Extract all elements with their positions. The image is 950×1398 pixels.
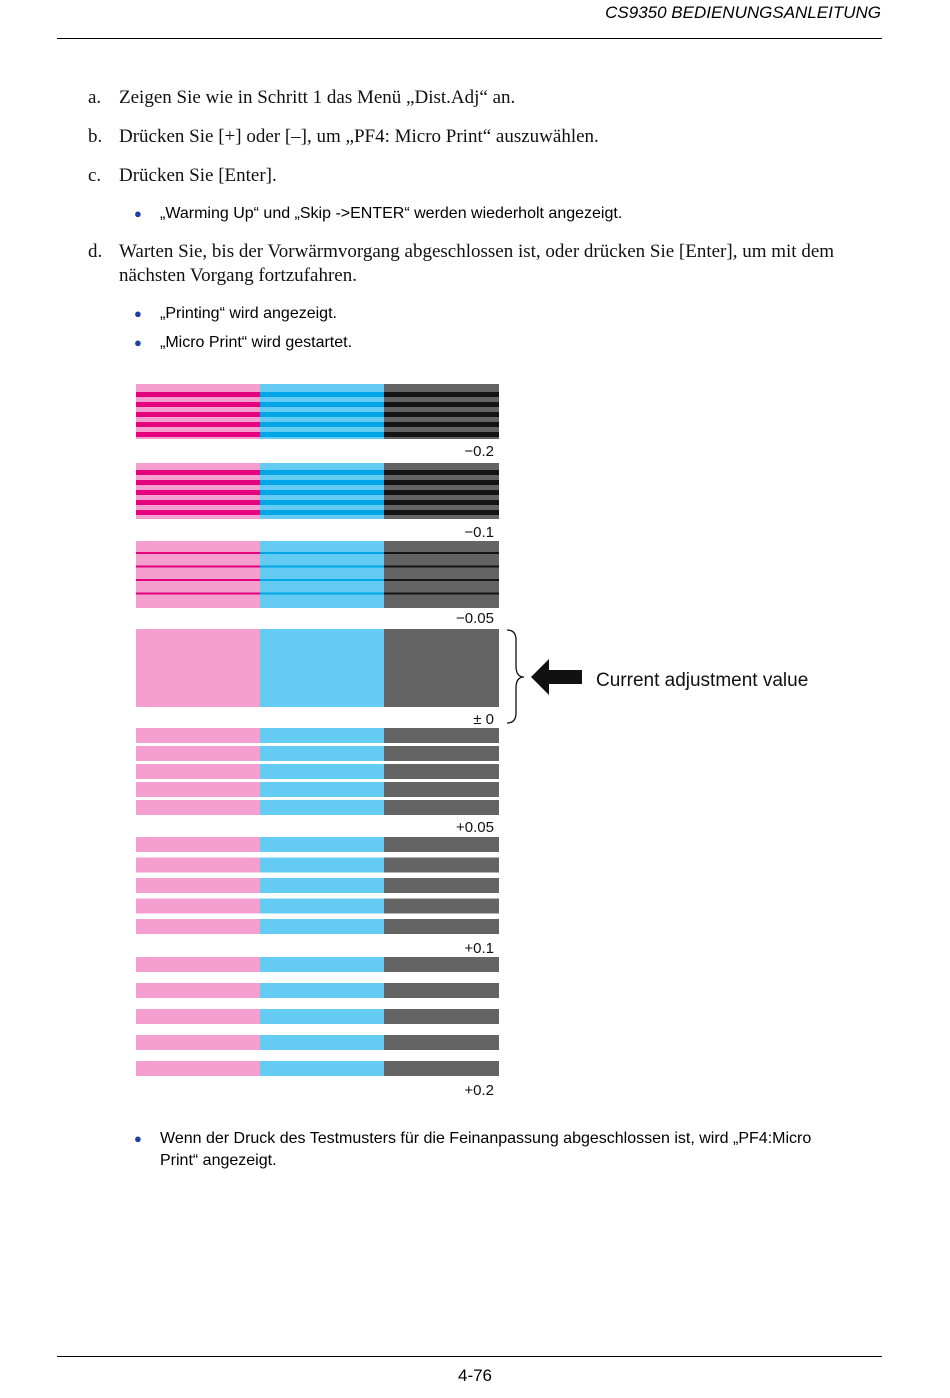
pattern-line-cyan <box>260 593 384 595</box>
pattern-line-magenta <box>136 593 260 595</box>
pattern-stripe-cyan <box>260 837 384 852</box>
pattern-line-black <box>384 579 499 581</box>
page-number: 4-76 <box>457 1366 493 1385</box>
pattern-line-black <box>384 566 499 568</box>
pattern-line-cyan <box>260 490 384 495</box>
step-text: Drücken Sie [+] oder [–], um „PF4: Micro Print“ auszuwählen. <box>119 126 599 147</box>
pattern-line-black <box>384 500 499 505</box>
pattern-block-black <box>384 384 499 439</box>
value-label: −0.1 <box>464 524 494 541</box>
value-label: −0.05 <box>456 610 494 627</box>
pattern-line-magenta <box>136 480 260 485</box>
pattern-stripe-black <box>384 858 499 873</box>
pattern-block-cyan <box>260 629 384 707</box>
pattern-stripe-black <box>384 957 499 972</box>
pattern-stripe-cyan <box>260 899 384 914</box>
pattern-stripe-black <box>384 764 499 779</box>
pattern-stripe-black <box>384 800 499 815</box>
pattern-stripe-magenta <box>136 800 260 815</box>
pattern-line-magenta <box>136 566 260 568</box>
step-letter: d. <box>88 241 103 262</box>
step-letter: a. <box>88 87 102 108</box>
pattern-line-cyan <box>260 480 384 485</box>
pattern-line-black <box>384 552 499 554</box>
pattern-stripe-cyan <box>260 983 384 998</box>
pattern-line-cyan <box>260 432 384 437</box>
step-text: Drücken Sie [Enter]. <box>119 165 277 186</box>
pattern-line-magenta <box>136 470 260 475</box>
pattern-line-magenta <box>136 510 260 515</box>
pattern-stripe-magenta <box>136 764 260 779</box>
value-label: −0.2 <box>464 443 494 460</box>
pattern-stripe-cyan <box>260 764 384 779</box>
pattern-block-black <box>384 463 499 519</box>
pattern-stripe-black <box>384 983 499 998</box>
pattern-line-black <box>384 422 499 427</box>
pattern-line-black <box>384 412 499 417</box>
pattern-block-magenta <box>136 541 260 608</box>
pattern-stripe-magenta <box>136 728 260 743</box>
bullet-icon: ● <box>134 1131 142 1146</box>
pattern-stripe-black <box>384 1009 499 1024</box>
bullet-text: Wenn der Druck des Testmusters für die Feinanpassung abgeschlossen ist, wird „PF4:Micro Print“ angezeigt. <box>160 1130 812 1169</box>
pattern-line-magenta <box>136 422 260 427</box>
bullet-text: „Printing“ wird angezeigt. <box>160 305 337 322</box>
pattern-stripe-cyan <box>260 919 384 934</box>
pattern-line-magenta <box>136 552 260 554</box>
value-label: +0.05 <box>456 819 494 836</box>
step-text: Zeigen Sie wie in Schritt 1 das Menü „Dist.Adj“ an. <box>119 87 516 108</box>
pattern-line-cyan <box>260 552 384 554</box>
value-labels <box>456 443 494 1099</box>
pattern-block-black <box>384 629 499 707</box>
pattern-line-magenta <box>136 579 260 581</box>
pattern-stripe-cyan <box>260 957 384 972</box>
pattern-line-magenta <box>136 432 260 437</box>
pattern-stripe-magenta <box>136 878 260 893</box>
pattern-line-cyan <box>260 510 384 515</box>
pattern-stripe-black <box>384 746 499 761</box>
pattern-stripe-black <box>384 728 499 743</box>
pattern-stripe-cyan <box>260 878 384 893</box>
pattern-stripe-magenta <box>136 1035 260 1050</box>
bullet-text: „Micro Print“ wird gestartet. <box>160 334 353 351</box>
pattern-line-black <box>384 490 499 495</box>
pattern-stripe-cyan <box>260 1009 384 1024</box>
header-rule <box>57 38 882 39</box>
page-header-title: CS9350 BEDIENUNGSANLEITUNG <box>605 3 881 22</box>
pattern-stripe-magenta <box>136 858 260 873</box>
pattern-line-black <box>384 392 499 397</box>
pattern-block-cyan <box>260 541 384 608</box>
pattern-stripe-black <box>384 878 499 893</box>
pattern-stripe-cyan <box>260 858 384 873</box>
pattern-line-magenta <box>136 490 260 495</box>
pattern-stripe-magenta <box>136 899 260 914</box>
pattern-line-black <box>384 480 499 485</box>
pattern-blocks <box>136 384 499 1076</box>
bullet-icon: ● <box>134 206 142 221</box>
current-value-label: Current adjustment value <box>596 670 809 691</box>
pattern-stripe-cyan <box>260 782 384 797</box>
pattern-stripe-magenta <box>136 1061 260 1076</box>
pattern-line-cyan <box>260 422 384 427</box>
bullet-icon: ● <box>134 306 142 321</box>
pattern-stripe-magenta <box>136 837 260 852</box>
pattern-stripe-magenta <box>136 746 260 761</box>
value-label: +0.1 <box>464 940 494 957</box>
pattern-line-black <box>384 402 499 407</box>
step-letter: c. <box>88 165 102 186</box>
pattern-stripe-magenta <box>136 919 260 934</box>
pattern-block-black <box>384 541 499 608</box>
pattern-line-black <box>384 510 499 515</box>
pattern-block-cyan <box>260 463 384 519</box>
pattern-line-magenta <box>136 392 260 397</box>
pattern-stripe-magenta <box>136 782 260 797</box>
pattern-block-magenta <box>136 629 260 707</box>
pattern-line-cyan <box>260 392 384 397</box>
pattern-line-cyan <box>260 500 384 505</box>
pattern-stripe-cyan <box>260 728 384 743</box>
pattern-line-black <box>384 470 499 475</box>
pattern-line-cyan <box>260 566 384 568</box>
pattern-line-cyan <box>260 412 384 417</box>
pattern-line-black <box>384 432 499 437</box>
pattern-stripe-black <box>384 1035 499 1050</box>
pattern-stripe-cyan <box>260 746 384 761</box>
arrow-left-icon <box>531 659 582 695</box>
pattern-stripe-black <box>384 919 499 934</box>
pattern-line-cyan <box>260 579 384 581</box>
pattern-line-magenta <box>136 412 260 417</box>
pattern-block-magenta <box>136 463 260 519</box>
value-label: +0.2 <box>464 1082 494 1099</box>
curly-brace-icon <box>507 630 524 723</box>
step-text: Warten Sie, bis der Vorwärmvorgang abgeschlossen ist, oder drücken Sie [Enter], um mit dem nächsten Vorgang fortzufahren. <box>119 241 835 286</box>
pattern-block-magenta <box>136 384 260 439</box>
pattern-stripe-black <box>384 899 499 914</box>
bullet-text: „Warming Up“ und „Skip ->ENTER“ werden wiederholt angezeigt. <box>160 205 623 222</box>
pattern-stripe-cyan <box>260 1061 384 1076</box>
step-letter: b. <box>88 126 103 147</box>
pattern-line-cyan <box>260 470 384 475</box>
value-label: ± 0 <box>473 711 494 728</box>
bullet-icon: ● <box>134 335 142 350</box>
pattern-stripe-cyan <box>260 1035 384 1050</box>
pattern-block-cyan <box>260 384 384 439</box>
pattern-line-cyan <box>260 402 384 407</box>
pattern-stripe-black <box>384 837 499 852</box>
pattern-stripe-magenta <box>136 1009 260 1024</box>
pattern-stripe-magenta <box>136 983 260 998</box>
pattern-stripe-black <box>384 782 499 797</box>
pattern-stripe-cyan <box>260 800 384 815</box>
pattern-line-magenta <box>136 500 260 505</box>
pattern-line-magenta <box>136 402 260 407</box>
footer-rule <box>57 1356 882 1357</box>
pattern-line-black <box>384 593 499 595</box>
pattern-stripe-magenta <box>136 957 260 972</box>
pattern-stripe-black <box>384 1061 499 1076</box>
